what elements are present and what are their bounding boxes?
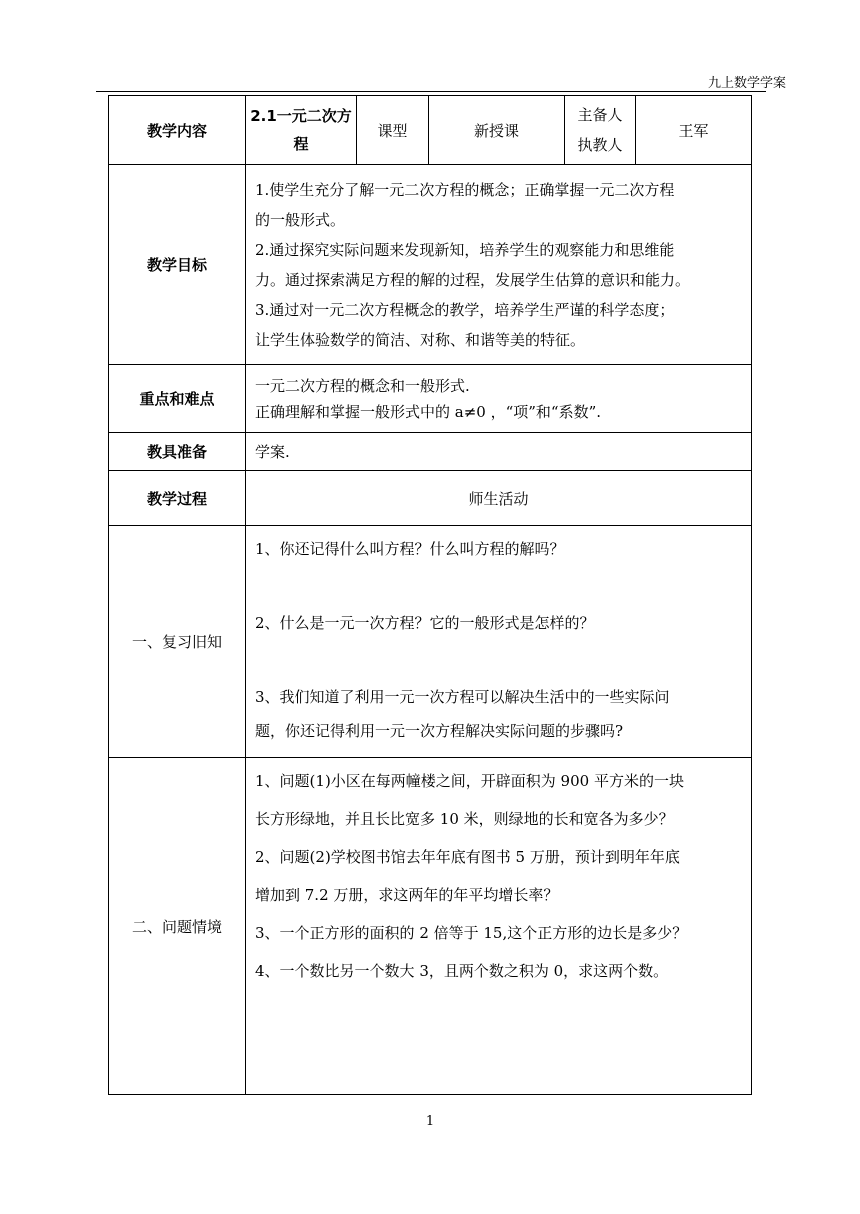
objectives-text	[246, 165, 752, 365]
header-title: 九上数学学案	[707, 76, 786, 91]
page-number: 1	[425, 1114, 435, 1129]
situation-line: 1、问题(1)小区在每两幢楼之间，开辟面积为 900 平方米的一块	[255, 772, 684, 790]
type-value: 新授课	[429, 96, 565, 165]
situation-line: 3、一个正方形的面积的 2 倍等于 15,这个正方形的边长是多少？	[255, 924, 688, 942]
label-key-points: 重点和难点	[109, 365, 246, 433]
review-question: 2、什么是一元一次方程？它的一般形式是怎样的？	[255, 614, 595, 632]
situation-line: 2、问题(2)学校图书馆去年年底有图书 5 万册，预计到明年年底	[255, 848, 680, 866]
row-process	[109, 471, 752, 526]
review-question: 3、我们知道了利用一元一次方程可以解决生活中的一些实际问	[255, 688, 670, 706]
situation-text	[246, 758, 752, 1095]
objective-line: 2.通过探究实际问题来发现新知，培养学生的观察能力和思维能	[255, 240, 675, 259]
row-situation	[109, 758, 752, 1095]
review-gap	[255, 640, 745, 680]
key-points-text	[246, 365, 752, 433]
row-objectives	[109, 165, 752, 365]
situation-line: 长方形绿地，并且长比宽多 10 米，则绿地的长和宽各为多少？	[255, 810, 674, 828]
objective-line: 力。通过探索满足方程的解的过程，发展学生估算的意识和能力。	[255, 270, 691, 289]
situation-line: 增加到 7.2 万册，求这两年的年平均增长率？	[255, 886, 559, 904]
lesson-plan-table	[108, 95, 752, 1095]
objective-line: 的一般形式。	[255, 210, 346, 229]
label-objectives: 教学目标	[109, 165, 246, 365]
label-review: 一、复习旧知	[109, 526, 246, 758]
row-content	[109, 96, 752, 165]
header-rule	[96, 91, 766, 92]
preparer-executor-cell	[565, 96, 636, 165]
label-situation: 二、问题情境	[109, 758, 246, 1095]
objective-line: 让学生体验数学的简洁、对称、和谐等美的特征。	[255, 330, 586, 349]
objective-line: 3.通过对一元二次方程概念的教学，培养学生严谨的科学态度；	[255, 300, 675, 319]
materials-text: 学案.	[246, 433, 752, 471]
key-point-line: 正确理解和掌握一般形式中的 a≠0 ，“项”和“系数”.	[255, 402, 602, 421]
label-materials: 教具准备	[109, 433, 246, 471]
row-review	[109, 526, 752, 758]
label-content: 教学内容	[109, 96, 246, 165]
topic-cell: 2.1一元二次方程	[246, 96, 357, 165]
row-key-points	[109, 365, 752, 433]
review-gap	[255, 566, 745, 606]
review-text	[246, 526, 752, 758]
review-question: 题，你还记得利用一元一次方程解决实际问题的步骤吗?	[255, 722, 624, 740]
process-heading: 师生活动	[246, 471, 752, 526]
key-point-line: 一元二次方程的概念和一般形式.	[255, 376, 470, 395]
executor-label: 执教人	[577, 136, 623, 154]
objective-line: 1.使学生充分了解一元二次方程的概念；正确掌握一元二次方程	[255, 180, 675, 199]
situation-line: 4、一个数比另一个数大 3，且两个数之积为 0，求这两个数。	[255, 962, 669, 980]
teacher-name: 王军	[636, 96, 752, 165]
review-question: 1、你还记得什么叫方程？什么叫方程的解吗？	[255, 540, 565, 558]
label-process: 教学过程	[109, 471, 246, 526]
preparer-label: 主备人	[577, 106, 623, 124]
row-materials	[109, 433, 752, 471]
type-label: 课型	[357, 96, 429, 165]
